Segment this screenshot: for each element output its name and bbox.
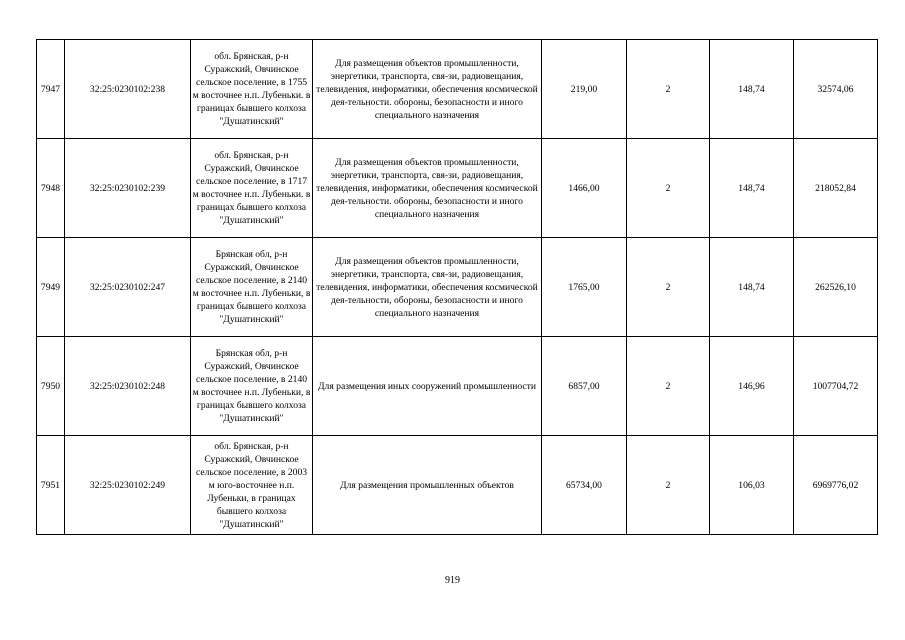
page-number: 919 xyxy=(445,575,460,586)
specific-value: 146,96 xyxy=(710,337,794,436)
location-address: обл. Брянская, р-н Суражский, Овчинское сельское поселение, в 1717 м восточнее н.п. Лубеньки. в границах бывшего колхоза "Душатинский" xyxy=(191,139,313,238)
permitted-use: Для размещения объектов промышленности, энергетики, транспорта, свя-зи, радиовещания, телевидения, информатики, обеспечения космической дея-тельности, обороны, безопасности и иного специального назначения xyxy=(313,238,542,337)
specific-value: 148,74 xyxy=(710,139,794,238)
cadastral-value: 6969776,02 xyxy=(794,436,878,535)
group-value: 2 xyxy=(627,337,710,436)
table-row xyxy=(37,337,878,436)
group-value: 2 xyxy=(627,40,710,139)
cadastral-number: 32:25:0230102:247 xyxy=(65,238,191,337)
table-row xyxy=(37,40,878,139)
row-number: 7949 xyxy=(37,238,65,337)
location-address: обл. Брянская, р-н Суражский, Овчинское сельское поселение, в 1755 м восточнее н.п. Лубеньки. в границах бывшего колхоза "Душатинский" xyxy=(191,40,313,139)
area-value: 65734,00 xyxy=(542,436,627,535)
area-value: 1466,00 xyxy=(542,139,627,238)
cadastral-value: 262526,10 xyxy=(794,238,878,337)
cadastral-number: 32:25:0230102:249 xyxy=(65,436,191,535)
group-value: 2 xyxy=(627,139,710,238)
row-number: 7951 xyxy=(37,436,65,535)
area-value: 6857,00 xyxy=(542,337,627,436)
cadastral-value: 1007704,72 xyxy=(794,337,878,436)
location-address: обл. Брянская, р-н Суражский, Овчинское сельское поселение, в 2003 м юго-восточнее н.п. Лубеньки, в границах бывшего колхоза "Душатинский" xyxy=(191,436,313,535)
row-number: 7948 xyxy=(37,139,65,238)
table-body xyxy=(37,40,878,535)
permitted-use: Для размещения объектов промышленности, энергетики, транспорта, свя-зи, радиовещания, телевидения, информатики, обеспечения космической дея-тельности. обороны, безопасности и иного специального назначения xyxy=(313,139,542,238)
permitted-use: Для размещения объектов промышленности, энергетики, транспорта, свя-зи, радиовещания, телевидения, информатики, обеспечения космической дея-тельности. обороны, безопасности и иного специального назначения xyxy=(313,40,542,139)
table-row xyxy=(37,238,878,337)
location-address: Брянская обл, р-н Суражский, Овчинское сельское поселение, в 2140 м восточнее н.п. Лубеньки, в границах бывшего колхоза "Душатинский" xyxy=(191,238,313,337)
row-number: 7950 xyxy=(37,337,65,436)
group-value: 2 xyxy=(627,238,710,337)
cadastral-number: 32:25:0230102:248 xyxy=(65,337,191,436)
permitted-use: Для размещения иных сооружений промышленности xyxy=(313,337,542,436)
specific-value: 106,03 xyxy=(710,436,794,535)
row-number: 7947 xyxy=(37,40,65,139)
cadastral-value: 32574,06 xyxy=(794,40,878,139)
specific-value: 148,74 xyxy=(710,238,794,337)
cadastral-number: 32:25:0230102:239 xyxy=(65,139,191,238)
group-value: 2 xyxy=(627,436,710,535)
table-row xyxy=(37,139,878,238)
cadastral-number: 32:25:0230102:238 xyxy=(65,40,191,139)
land-registry-table xyxy=(36,39,878,535)
specific-value: 148,74 xyxy=(710,40,794,139)
location-address: Брянская обл, р-н Суражский, Овчинское сельское поселение, в 2140 м восточнее н.п. Лубеньки, в границах бывшего колхоза "Душатинский" xyxy=(191,337,313,436)
table-row xyxy=(37,436,878,535)
cadastral-value: 218052,84 xyxy=(794,139,878,238)
area-value: 219,00 xyxy=(542,40,627,139)
area-value: 1765,00 xyxy=(542,238,627,337)
permitted-use: Для размещения промышленных объектов xyxy=(313,436,542,535)
